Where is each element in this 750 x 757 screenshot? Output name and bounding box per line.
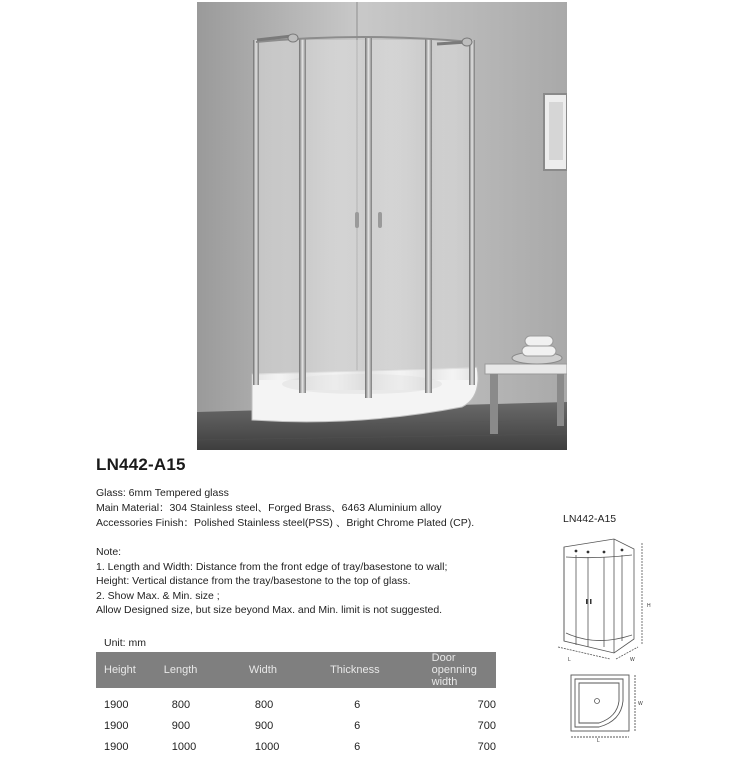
note-line: Height: Vertical distance from the tray/basestone to the top of glass. xyxy=(96,575,411,587)
table-row xyxy=(96,736,496,757)
top-view-diagram xyxy=(567,671,645,743)
note-line: Allow Designed size, but size beyond Max. and Min. limit is not suggested. xyxy=(96,604,443,616)
cell-width: 900 xyxy=(254,719,274,732)
cell-length: 900 xyxy=(171,719,191,732)
note-line: 1. Length and Width: Distance from the front edge of tray/basestone to wall; xyxy=(96,560,448,573)
note-heading: Note: xyxy=(96,546,122,558)
header-width: Width xyxy=(237,652,318,688)
product-photo xyxy=(197,2,567,450)
cell-width: 1000 xyxy=(254,740,280,753)
spec-main-material: Main Material：304 Stainless steel、Forged Brass、6463 Aluminium alloy xyxy=(96,502,442,514)
cell-thickness: 6 xyxy=(354,698,361,711)
diagram-model-label: LN442-A15 xyxy=(563,513,617,525)
cell-door-width: 700 xyxy=(477,719,496,732)
cell-thickness: 6 xyxy=(354,719,361,732)
header-height: Height xyxy=(96,652,160,688)
cell-door-width: 700 xyxy=(477,698,496,711)
cell-height: 1900 xyxy=(104,719,129,732)
dimensions-table xyxy=(96,652,496,757)
product-specs xyxy=(96,486,474,531)
cell-height: 1900 xyxy=(104,740,129,753)
spec-glass: Glass: 6mm Tempered glass xyxy=(96,487,229,499)
table-row xyxy=(96,688,496,715)
cell-length: 1000 xyxy=(171,740,197,753)
dimension-l-label: L xyxy=(568,657,571,663)
table-row xyxy=(96,715,496,736)
cell-height: 1900 xyxy=(104,698,129,711)
cell-thickness: 6 xyxy=(354,740,361,753)
cell-width: 800 xyxy=(254,698,274,711)
note-line: 2. Show Max. & Min. size ; xyxy=(96,589,220,602)
unit-label: Unit: mm xyxy=(104,637,146,649)
header-length: Length xyxy=(160,652,237,688)
product-model-title: LN442-A15 xyxy=(96,455,186,474)
notes-section xyxy=(96,545,447,618)
isometric-diagram xyxy=(552,535,662,665)
table-header-row xyxy=(96,652,496,688)
header-thickness: Thickness xyxy=(318,652,428,688)
dimension-w-label: W xyxy=(638,701,643,707)
dimension-h-label: H xyxy=(647,603,651,609)
dimension-w-label: W xyxy=(630,657,635,663)
cell-door-width: 700 xyxy=(477,740,496,753)
cell-length: 800 xyxy=(171,698,191,711)
dimension-l-label: L xyxy=(597,738,600,743)
header-door-width: Door openning width xyxy=(428,652,496,688)
spec-accessories-finish: Accessories Finish：Polished Stainless steel(PSS) 、Bright Chrome Plated (CP). xyxy=(96,517,475,529)
